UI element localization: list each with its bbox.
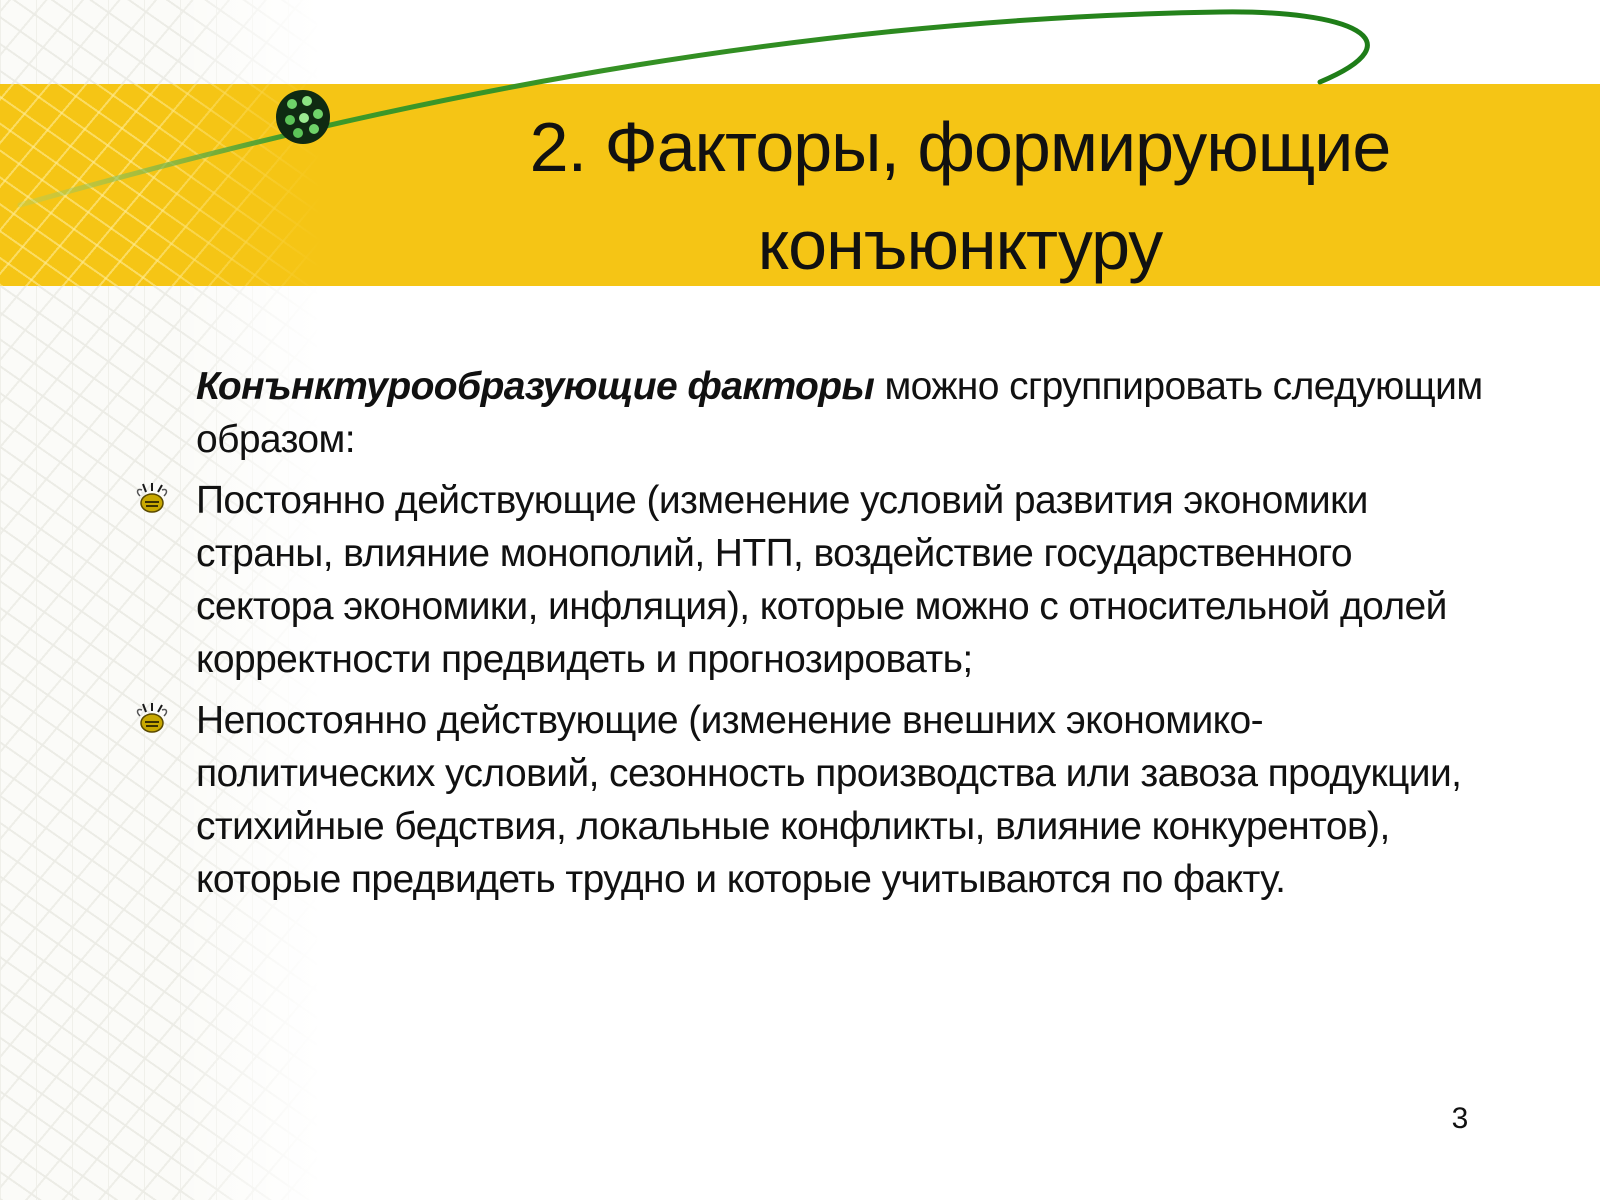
bullet-item-constant xyxy=(196,474,1486,686)
intro-paragraph xyxy=(196,360,1486,466)
bullet-item-nonconstant xyxy=(196,694,1486,906)
bee-icon xyxy=(134,482,170,518)
bee-icon xyxy=(134,702,170,738)
green-orb-icon xyxy=(276,90,330,144)
intro-term: Конънктурообразующие факторы xyxy=(196,365,875,408)
bullet-list xyxy=(196,474,1486,906)
bullet-text-constant: Постоянно действующие (изменение условий развития экономики страны, влияние монополий, НТП, воздействие государственного сектора экономики, инфляция), которые можно с относительной долей корректности предвидеть и прогнозировать; xyxy=(196,479,1447,681)
bullet-text-nonconstant: Непостоянно действующие (изменение внешних экономико-политических условий, сезонность производства или завоза продукции, стихийные бедствия, локальные конфликты, влияние конкурентов), которые предвидеть трудно и которые учитываются по факту. xyxy=(196,699,1462,901)
title-line-2: конъюнктуру xyxy=(757,206,1163,284)
slide-title xyxy=(460,98,1460,294)
title-line-1: 2. Факторы, формирующие xyxy=(529,108,1391,186)
intro-text: можно сгруппировать следующим образом: xyxy=(196,365,1483,461)
body-content xyxy=(196,360,1486,914)
page-number: 3 xyxy=(1451,1102,1469,1135)
